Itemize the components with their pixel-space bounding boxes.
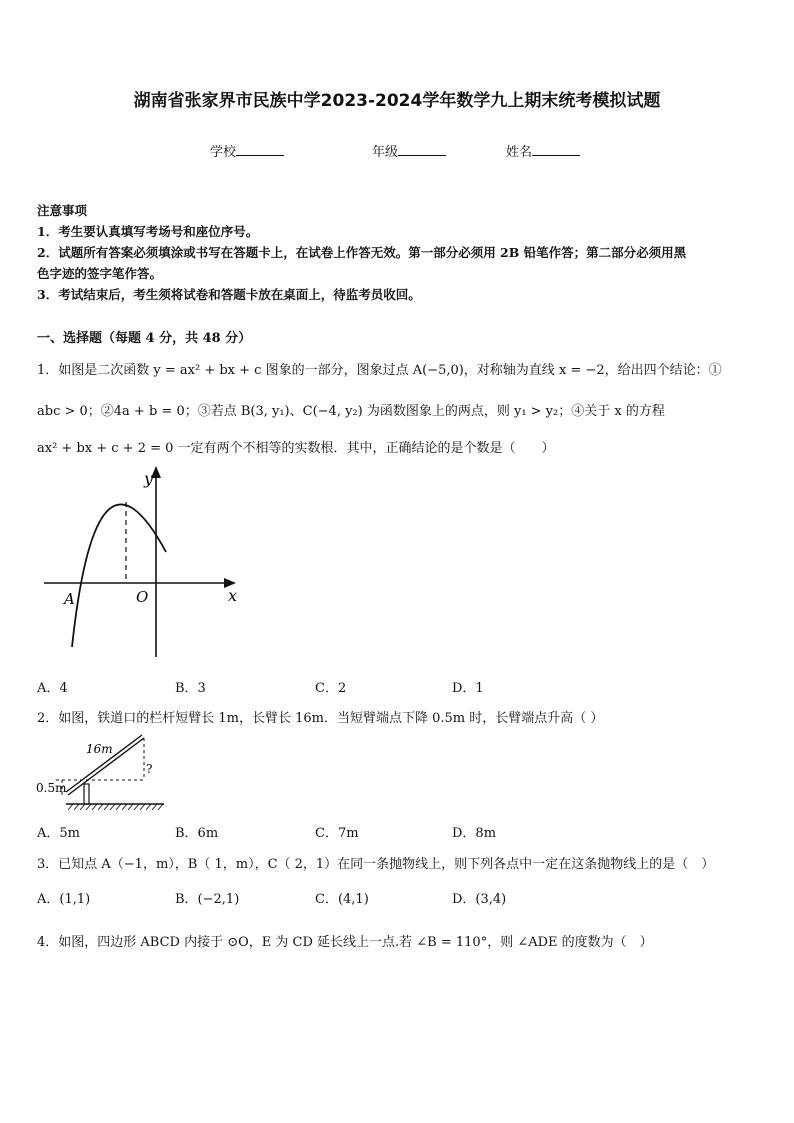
page-title: 湖南省张家界市民族中学2023-2024学年数学九上期末统考模拟试题 bbox=[133, 91, 661, 111]
q2-railing-figure bbox=[36, 728, 166, 814]
q1-line3: ax² + bx + c + 2 = 0 一定有两个不相等的实数根．其中，正确结论的是个数是（ ） bbox=[37, 441, 555, 456]
q3-option-c: C．(4,1) bbox=[315, 892, 369, 907]
q3-option-b: B．(−2,1) bbox=[175, 892, 240, 907]
pivot-post bbox=[84, 784, 89, 804]
q1-option-d: D．1 bbox=[452, 681, 484, 696]
ground-hatching bbox=[68, 804, 163, 810]
q1-option-b: B．3 bbox=[175, 681, 206, 696]
notice-item: 1．考生要认真填写考场号和座位序号。 bbox=[37, 224, 259, 239]
long-arm-label: 16m bbox=[86, 742, 113, 756]
grade-blank bbox=[398, 143, 446, 156]
q2-option-a: A．5m bbox=[37, 826, 80, 841]
q2-option-c: C．7m bbox=[315, 826, 359, 841]
name-field bbox=[506, 141, 580, 160]
grade-label: 年级 bbox=[372, 145, 399, 160]
notice-item: 色字迹的签字笔作答。 bbox=[37, 266, 163, 281]
point-a-label: A bbox=[64, 590, 75, 608]
q1-option-a: A．4 bbox=[37, 681, 68, 696]
y-label: y bbox=[144, 469, 154, 488]
short-drop-label: 0.5m bbox=[36, 781, 67, 795]
notice-item: 3．考试结束后，考生须将试卷和答题卡放在桌面上，待监考员收回。 bbox=[37, 287, 421, 302]
section-heading: 一、选择题（每题 4 分，共 48 分） bbox=[37, 331, 252, 346]
q2-option-b: B．6m bbox=[175, 826, 219, 841]
q1-line1: 1．如图是二次函数 y = ax² + bx + c 图象的一部分，图象过点 A(−5,0)，对称轴为直线 x = −2，给出四个结论：① bbox=[37, 363, 722, 378]
q4-text: 4．如图，四边形 ABCD 内接于 ⊙O，E 为 CD 延长线上一点.若 ∠B = 110°，则 ∠ADE 的度数为（ ） bbox=[37, 935, 653, 950]
q1-line2: abc > 0；②4a + b = 0；③若点 B(3, y₁)、C(−4, y₂) 为函数图象上的两点，则 y₁ > y₂；④关于 x 的方程 bbox=[37, 404, 665, 419]
origin-label: O bbox=[136, 588, 149, 606]
q2-option-d: D．8m bbox=[452, 826, 497, 841]
grade-field bbox=[372, 141, 446, 160]
notice-heading: 注意事项 bbox=[37, 203, 88, 218]
school-blank bbox=[236, 143, 284, 156]
notice-item: 2．试题所有答案必须填涂或书写在答题卡上，在试卷上作答无效。第一部分必须用 2B 铅笔作答；第二部分必须用黑 bbox=[37, 245, 687, 260]
q3-option-a: A．(1,1) bbox=[37, 892, 91, 907]
school-field bbox=[210, 141, 284, 160]
x-label: x bbox=[228, 586, 238, 605]
q2-text: 2．如图，铁道口的栏杆短臂长 1m，长臂长 16m．当短臂端点下降 0.5m 时，长臂端点升高（ ） bbox=[37, 711, 604, 726]
q1-option-c: C．2 bbox=[315, 681, 347, 696]
q1-parabola-figure bbox=[36, 462, 246, 662]
notice-block bbox=[37, 200, 686, 305]
q3-option-d: D．(3,4) bbox=[452, 892, 507, 907]
q3-text: 3．已知点 A（−1，m），B（ 1，m），C（ 2，1）在同一条抛物线上，则下列各点中一定在这条抛物线上的是（ ） bbox=[37, 857, 715, 872]
school-label: 学校 bbox=[210, 145, 237, 160]
unknown-label: ? bbox=[146, 762, 153, 776]
parabola-curve bbox=[72, 504, 166, 647]
name-blank bbox=[532, 143, 580, 156]
name-label: 姓名 bbox=[506, 145, 533, 160]
